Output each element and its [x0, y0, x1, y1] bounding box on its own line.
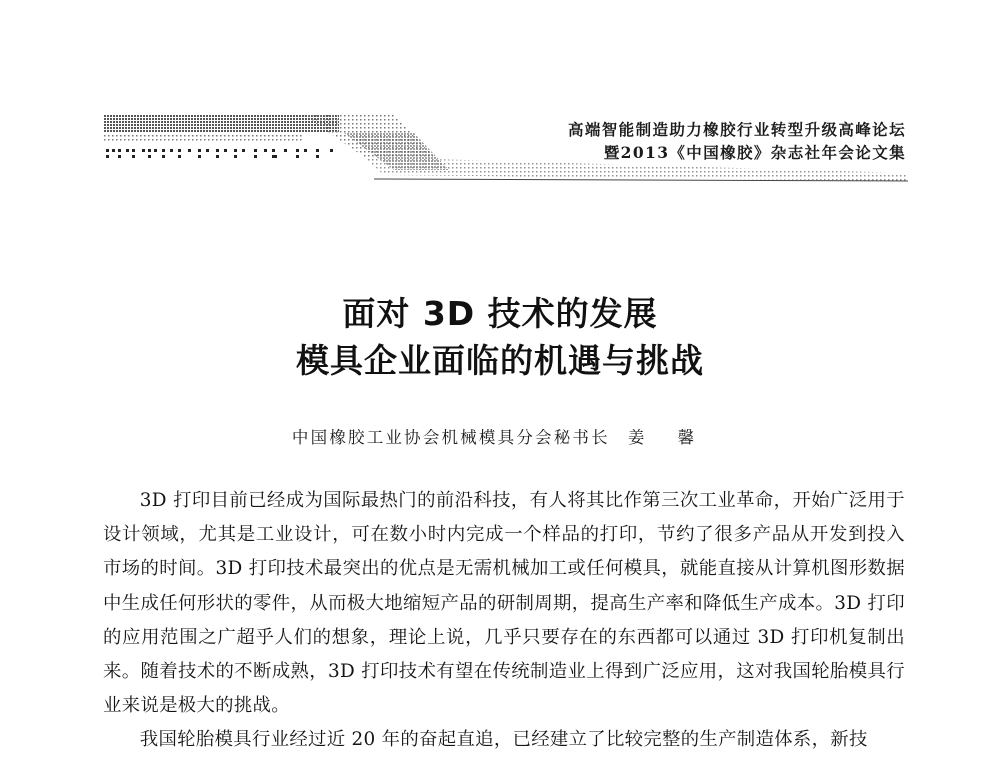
author-line: [0, 424, 1000, 448]
article-title-line2: 模具企业面临的机遇与挑战: [296, 341, 704, 380]
conference-title-line2: 暨2013《中国橡胶》杂志社年会论文集: [603, 143, 906, 162]
article-title-line1: 面对 3D 技术的发展: [342, 294, 658, 333]
conference-header: [568, 118, 906, 164]
conference-title-line1: 高端智能制造助力橡胶行业转型升级高峰论坛: [567, 120, 906, 139]
author-affiliation: 中国橡胶工业协会机械模具分会秘书长: [291, 428, 610, 447]
article-body: [103, 484, 905, 758]
article-title: [0, 290, 1000, 384]
body-paragraph: 3D 打印目前已经成为国际最热门的前沿科技，有人将其比作第三次工业革命，开始广泛用于设计领域，尤其是工业设计，可在数小时内完成一个样品的打印，节约了很多产品从开发到投入市场的时间。3D 打印技术最突出的优点是无需机械加工或任何模具，就能直接从计算机图形数据中生成任何形状的零件，从而极大地缩短产品的研制周期，提高生产率和降低生产成本。3D 打印的应用范围之广超乎人们的想象，理论上说，几乎只要存在的东西都可以通过 3D 打印机复制出来。随着技术的不断成熟，3D 打印技术有望在传统制造业上得到广泛应用，这对我国轮胎模具行业来说是极大的挑战。: [103, 490, 905, 717]
body-paragraph: 我国轮胎模具行业经过近 20 年的奋起直追，已经建立了比较完整的生产制造体系，新技: [139, 729, 868, 751]
author-name: 姜 馨: [627, 428, 709, 447]
